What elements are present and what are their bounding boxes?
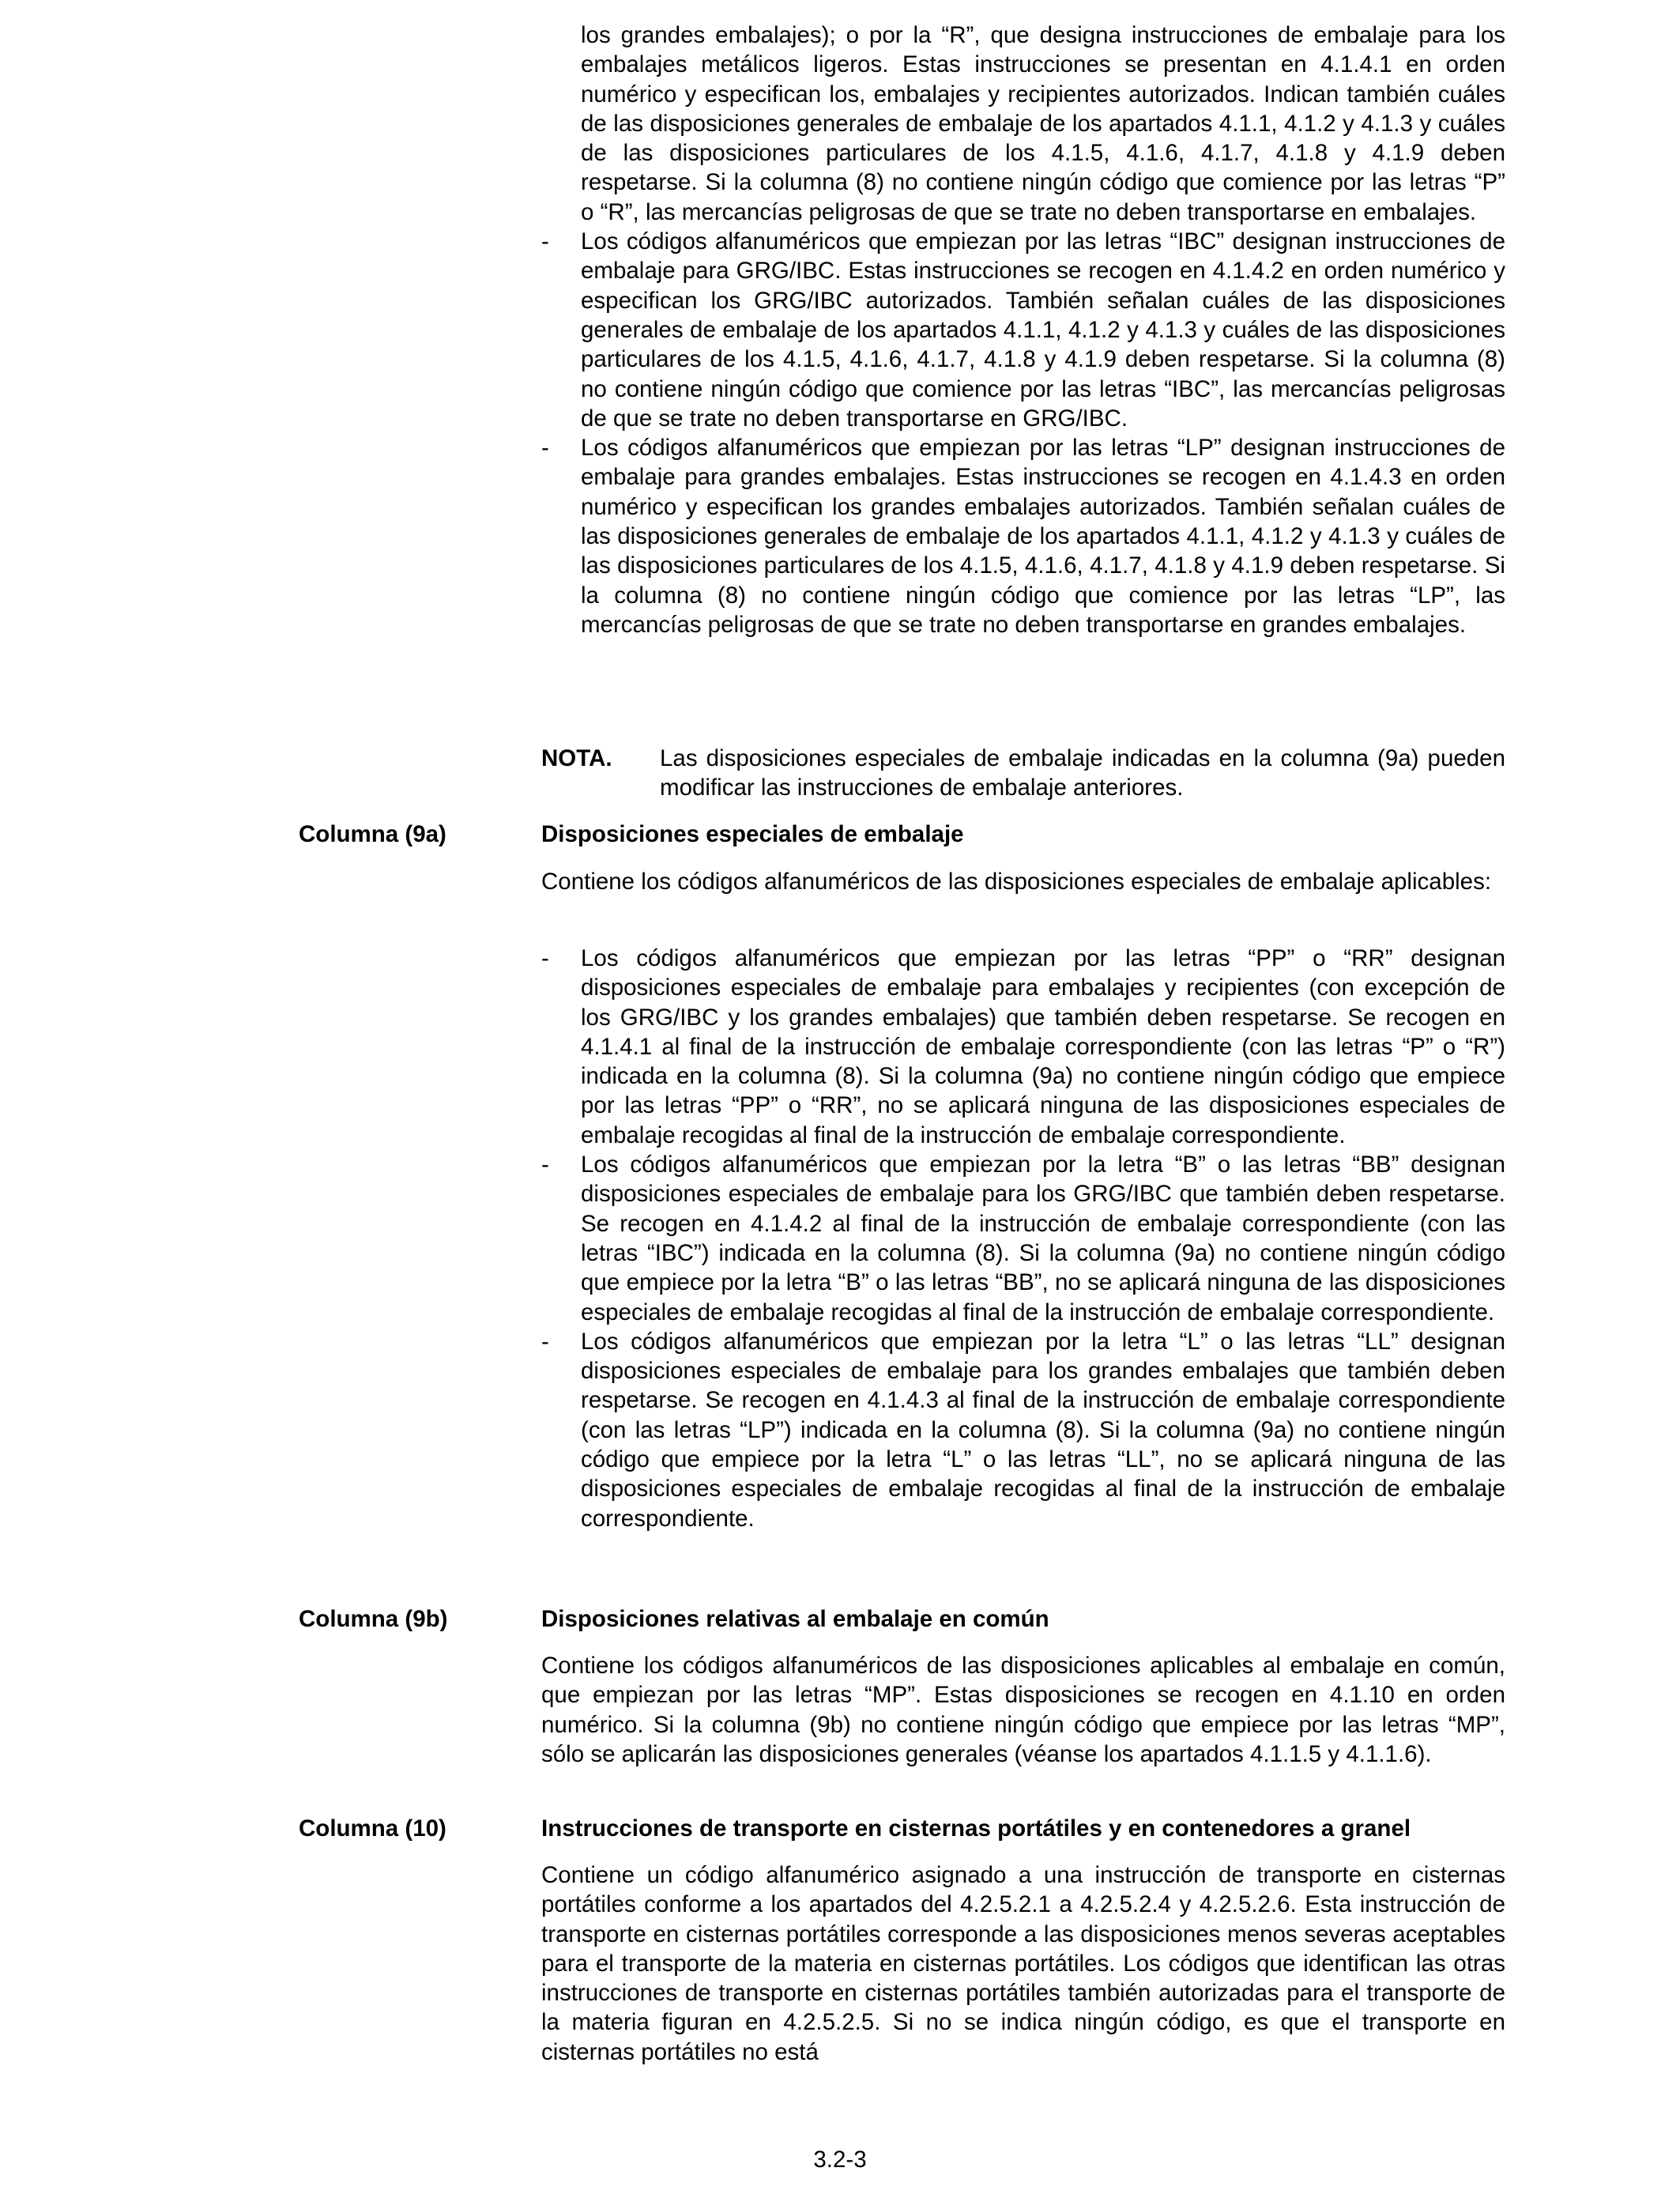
bullet-dash: - bbox=[541, 945, 549, 971]
section-paragraph: Contiene un código alfanumérico asignado a una instrucción de transporte en cisternas portátiles conforme a los apartados del 4.2.5.2.1 a 4.2.5.2.4 y 4.2.5.2.6. Esta instrucción de transporte en cisternas portátiles corresponde a las disposiciones menos severas aceptables para el transporte de la materia en cisternas portátiles. Los códigos que identifican las otras instrucciones de transporte en cisternas portátiles también autorizadas para el transporte de la materia figuran en 4.2.5.2.5. Si no se indica ningún código, es que el transporte en cisternas portátiles no está bbox=[541, 1862, 1505, 2065]
list-item-b-bb bbox=[541, 1150, 1505, 1327]
bullet-dash: - bbox=[541, 1328, 549, 1355]
list-item-text: Los códigos alfanuméricos que empiezan por la letra “B” o las letras “BB” designan disposiciones especiales de embalaje para los GRG/IBC que también deben respetarse. Se recogen en 4.1.4.2 al final de la instrucción de embalaje correspondiente (con las letras “IBC”) indicada en la columna (8). Si la columna (9a) no contiene ningún código que empiece por la letra “B” o las letras “BB”, no se aplicará ninguna de las disposiciones especiales de embalaje recogidas al final de la instrucción de embalaje correspondiente. bbox=[581, 1152, 1505, 1325]
section-list-9a bbox=[541, 944, 1505, 1533]
list-item-text: Los códigos alfanuméricos que empiezan por las letras “IBC” designan instrucciones de embalaje para GRG/IBC. Estas instrucciones se recogen en 4.1.4.2 en orden numérico y especifican los GRG/IBC autorizados. También señalan cuáles de las disposiciones generales de embalaje de los apartados 4.1.1, 4.1.2 y 4.1.3 y cuáles de las disposiciones particulares de los 4.1.5, 4.1.6, 4.1.7, 4.1.8 y 4.1.9 deben respetarse. Si la columna (8) no contiene ningún código que comience por las letras “IBC”, las mercancías peligrosas de que se trate no deben transportarse en GRG/IBC. bbox=[581, 228, 1505, 432]
list-item-text: Los códigos alfanuméricos que empiezan por la letra “L” o las letras “LL” designan disposiciones especiales de embalaje para los grandes embalajes que también deben respetarse. Se recogen en 4.1.4.3 al final de la instrucción de embalaje correspondiente (con las letras “LP”) indicada en la columna (8). Si la columna (9a) no contiene ningún código que empiece por la letra “L” o las letras “LL”, no se aplicará ninguna de las disposiciones especiales de embalaje recogidas al final de la instrucción de embalaje correspondiente. bbox=[581, 1328, 1505, 1532]
note-block bbox=[541, 744, 1505, 803]
list-item-pp-rr bbox=[541, 944, 1505, 1150]
section-paragraph: Contiene los códigos alfanuméricos de las disposiciones especiales de embalaje aplicables: bbox=[541, 869, 1492, 895]
list-item-text: Los códigos alfanuméricos que empiezan por las letras “PP” o “RR” designan disposiciones especiales de embalaje para embalajes y recipientes (con excepción de los GRG/IBC y los grandes embalajes) que también deben respetarse. Se recogen en 4.1.4.1 al final de la instrucción de embalaje correspondiente (con las letras “P” o “R”) indicada en la columna (8). Si la columna (9a) no contiene ningún código que empiece por las letras “PP” o “RR”, no se aplicará ninguna de las disposiciones especiales de embalaje recogidas al final de la instrucción de embalaje correspondiente. bbox=[581, 945, 1505, 1148]
section-heading-9b: Disposiciones relativas al embalaje en común bbox=[541, 1606, 1049, 1632]
section-paragraph: Contiene los códigos alfanuméricos de las disposiciones aplicables al embalaje en común, que empiezan por las letras “MP”. Estas disposiciones se recogen en 4.1.10 en orden numérico. Si la columna (9b) no contiene ningún código que empiece por las letras “MP”, sólo se aplicarán las disposiciones generales (véanse los apartados 4.1.1.5 y 4.1.1.6). bbox=[541, 1653, 1505, 1767]
bullet-dash: - bbox=[541, 435, 549, 462]
column-label-10: Columna (10) bbox=[299, 1815, 446, 1842]
list-item-text: Los códigos alfanuméricos que empiezan por las letras “LP” designan instrucciones de embalaje para grandes embalajes. Estas instrucciones se recogen en 4.1.4.3 en orden numérico y especifican los grandes embalajes autorizados. También señalan cuáles de las disposiciones generales de embalaje de los apartados 4.1.1, 4.1.2 y 4.1.3 y cuáles de las disposiciones particulares de los 4.1.5, 4.1.6, 4.1.7, 4.1.8 y 4.1.9 deben respetarse. Si la columna (8) no contiene ningún código que comience por las letras “LP”, las mercancías peligrosas de que se trate no deben transportarse en grandes embalajes. bbox=[581, 435, 1505, 638]
page-number: 3.2-3 bbox=[813, 2147, 867, 2173]
list-item-ibc bbox=[541, 227, 1505, 433]
section-body-9a bbox=[541, 867, 1505, 896]
bullet-dash: - bbox=[541, 228, 549, 255]
intro-continuation-paragraph: los grandes embalajes); o por la “R”, que designa instrucciones de embalaje para los embalajes metálicos ligeros. Estas instrucciones se presentan en 4.1.4.1 en orden numérico y especifican los, embalajes y recipientes autorizados. Indican también cuáles de las disposiciones generales de embalaje de los apartados 4.1.1, 4.1.2 y 4.1.3 y cuáles de las disposiciones particulares de los 4.1.5, 4.1.6, 4.1.7, 4.1.8 y 4.1.9 deben respetarse. Si la columna (8) no contiene ningún código que comience por las letras “P” o “R”, las mercancías peligrosas de que se trate no deben transportarse en embalajes. bbox=[581, 22, 1505, 225]
intro-block bbox=[541, 21, 1505, 639]
list-item-l-ll bbox=[541, 1327, 1505, 1533]
column-label-9b: Columna (9b) bbox=[299, 1606, 448, 1632]
note-text: Las disposiciones especiales de embalaje indicadas en la columna (9a) pueden modificar las instrucciones de embalaje anteriores. bbox=[660, 745, 1505, 801]
section-heading-10: Instrucciones de transporte en cisternas portátiles y en contenedores a granel bbox=[541, 1815, 1411, 1842]
column-label-9a: Columna (9a) bbox=[299, 821, 446, 847]
list-item-lp bbox=[541, 433, 1505, 639]
bullet-dash: - bbox=[541, 1152, 549, 1178]
section-body-10 bbox=[541, 1860, 1505, 2067]
section-heading-9a: Disposiciones especiales de embalaje bbox=[541, 821, 964, 847]
note-label: NOTA. bbox=[541, 745, 612, 771]
section-body-9b bbox=[541, 1651, 1505, 1769]
